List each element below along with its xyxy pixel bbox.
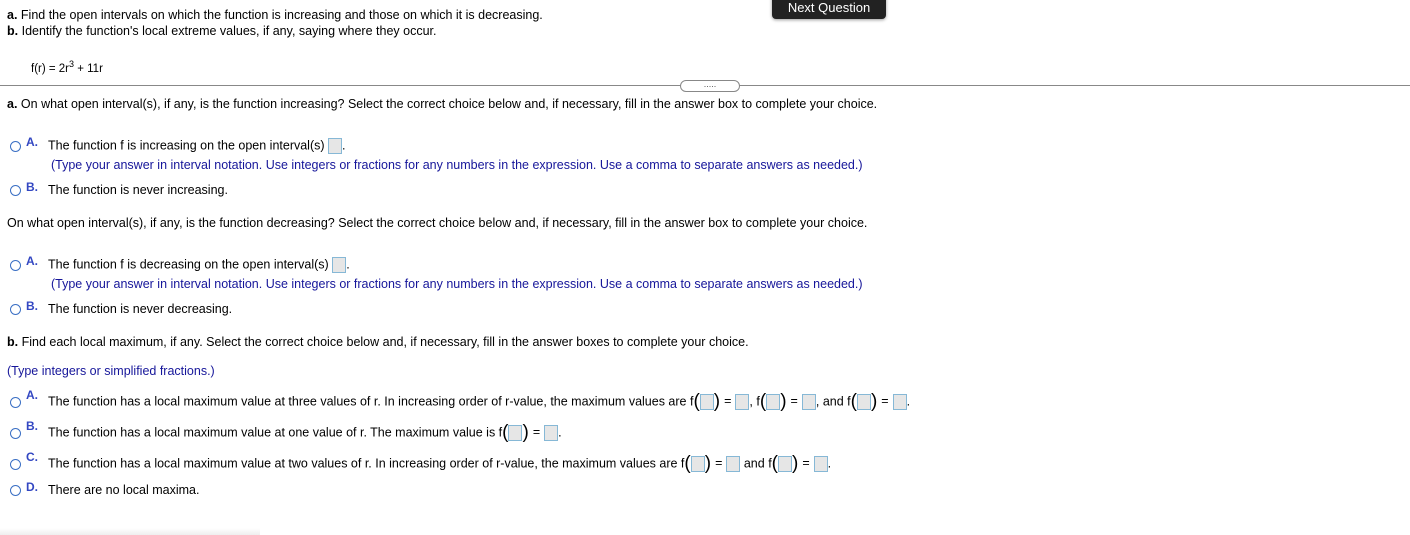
maxima-question [7,335,749,349]
option-text: The function has a local maximum value at two values of r. In increasing order of r-value, the maximum values are f [48,456,685,471]
radio-button[interactable] [10,260,21,271]
period: . [906,394,911,409]
label: b. [7,335,19,349]
comma: , [815,394,820,409]
r-value-input-3[interactable] [857,394,871,410]
equals: = [532,425,541,440]
formula-rhs: + 11r [74,62,103,75]
option-text: The function is never decreasing. [48,302,233,316]
option-letter: D. [26,480,38,494]
function-formula [31,59,103,75]
period: . [346,257,350,272]
increasing-hint: (Type your answer in interval notation. Use integers or fractions for any numbers in the expression. Use a comma to separate answers as needed.) [51,158,863,172]
instruction-a [7,8,543,22]
max-value-input-2[interactable] [802,394,816,410]
option-letter: B. [26,180,38,194]
option-text: The function f is decreasing on the open interval(s) [48,257,329,272]
increasing-interval-input[interactable] [328,138,342,154]
radio-button[interactable] [10,185,21,196]
r-value-input-1[interactable] [700,394,714,410]
and-f-label: and f [743,456,772,471]
option-letter: C. [26,450,38,464]
option-text: The function has a local maximum value at three values of r. In increasing order of r-value, the maximum values are f [48,394,694,409]
maxima-option-d[interactable] [10,480,200,497]
question-text: On what open interval(s), if any, is the function increasing? Select the correct choice below and, if necessary, fill in the answer box to complete your choice. [20,97,878,111]
faded-footer [0,528,260,535]
label: a. [7,97,18,111]
option-text: The function f is increasing on the open interval(s) [48,138,325,153]
question-text: Find each local maximum, if any. Select the correct choice below and, if necessary, fill in the answer boxes to complete your choice. [21,335,749,349]
decreasing-interval-input[interactable] [332,257,346,273]
max-value-input-3[interactable] [893,394,907,410]
increasing-question [7,97,877,111]
max-value-input-1[interactable] [735,394,749,410]
next-question-button[interactable]: Next Question [772,0,886,19]
formula-exponent: 3 [69,59,75,69]
radio-button[interactable] [10,141,21,152]
option-letter: A. [26,388,38,402]
instruction-b [7,24,436,38]
equals: = [802,456,810,471]
option-letter: B. [26,419,38,433]
equals: = [881,394,889,409]
radio-button[interactable] [10,397,21,408]
radio-button[interactable] [10,459,21,470]
instruction-text: Identify the function's local extreme values, if any, saying where they occur. [21,24,437,38]
decreasing-question: On what open interval(s), if any, is the function decreasing? Select the correct choice below and, if necessary, fill in the answer box to complete your choice. [7,216,868,230]
maxima-option-a[interactable]: A. The function has a local maximum value at three values of r. In increasing order of r-value, the maximum values are f( ) = , f( ) = , and f( ) = . [10,391,910,413]
instruction-text: Find the open intervals on which the function is increasing and those on which it is decreasing. [20,8,543,22]
label: a. [7,8,18,22]
option-text: The function is never increasing. [48,183,228,197]
increasing-option-a[interactable] [10,135,346,154]
r-value-input-2[interactable] [766,394,780,410]
decreasing-option-b[interactable] [10,299,233,316]
and-f-label: and f [822,394,851,409]
option-letter: B. [26,299,38,313]
r-value-input-2[interactable] [778,456,792,472]
max-value-input[interactable] [544,425,558,441]
radio-button[interactable] [10,428,21,439]
maxima-option-b[interactable]: B. The function has a local maximum value at one value of r. The maximum value is f( ) = . [10,422,562,444]
equals: = [715,456,723,471]
option-text: There are no local maxima. [48,483,200,497]
decreasing-option-a[interactable] [10,254,350,273]
equals: = [724,394,732,409]
max-value-input-1[interactable] [726,456,740,472]
r-value-input-1[interactable] [691,456,705,472]
formula-lhs: f(r) = 2r [31,62,70,75]
increasing-option-b[interactable] [10,180,228,197]
radio-button[interactable] [10,304,21,315]
option-letter: A. [26,135,38,149]
label: b. [7,24,19,38]
maxima-option-c[interactable]: C. The function has a local maximum value at two values of r. In increasing order of r-value, the maximum values are f( ) = and f( ) = . [10,453,831,475]
option-letter: A. [26,254,38,268]
f-label: f [756,394,760,409]
radio-button[interactable] [10,485,21,496]
maxima-hint: (Type integers or simplified fractions.) [7,364,215,378]
option-text: The function has a local maximum value at one value of r. The maximum value is f [48,425,503,440]
comma: , [749,394,753,409]
r-value-input[interactable] [508,425,522,441]
expand-button[interactable]: ..... [680,80,740,92]
max-value-input-2[interactable] [814,456,828,472]
period: . [558,425,562,440]
period: . [827,456,832,471]
equals: = [790,394,798,409]
period: . [342,138,346,153]
decreasing-hint: (Type your answer in interval notation. Use integers or fractions for any numbers in the expression. Use a comma to separate answers as needed.) [51,277,863,291]
